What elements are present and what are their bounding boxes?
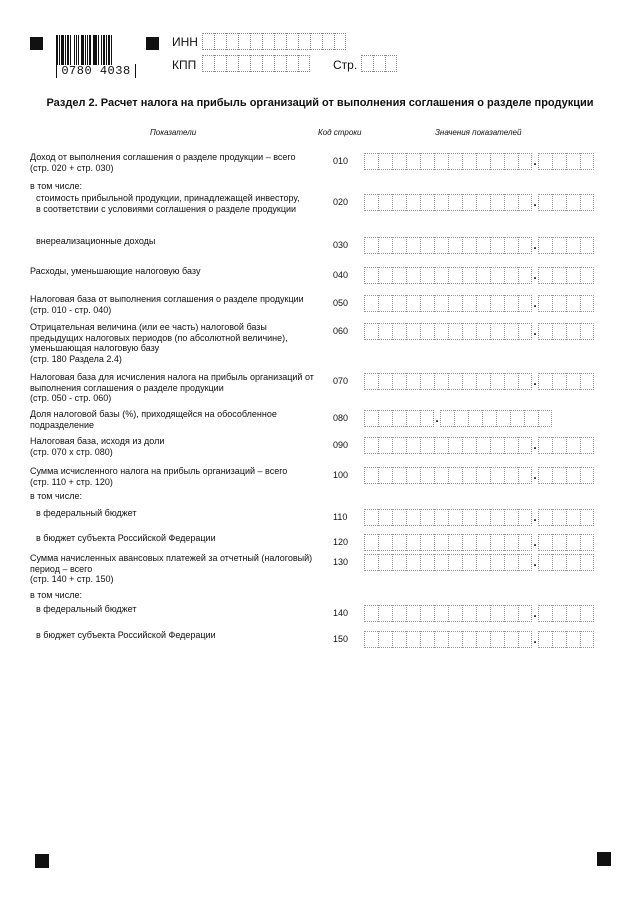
value-field-050[interactable]: . bbox=[364, 295, 594, 312]
value-field-130[interactable]: . bbox=[364, 554, 594, 571]
column-code: Код строки bbox=[318, 128, 362, 137]
row-label: Сумма исчисленного налога на прибыль организаций – всего (стр. 110 + стр. 120) bbox=[30, 466, 288, 487]
registration-marker-top-left bbox=[30, 37, 43, 50]
row-label: в федеральный бюджет bbox=[36, 508, 137, 518]
row-code: 150 bbox=[333, 634, 349, 644]
value-field-150[interactable]: . bbox=[364, 631, 594, 648]
inn-label: ИНН bbox=[172, 35, 198, 49]
row-label: Налоговая база для исчисления налога на прибыль организаций от выполнения соглашения о разделе продукции (стр. 050 - стр. 060) bbox=[30, 372, 314, 403]
row-code: 080 bbox=[333, 413, 349, 423]
value-field-020[interactable]: . bbox=[364, 194, 594, 211]
value-field-040[interactable]: . bbox=[364, 267, 594, 284]
page-label: Стр. bbox=[333, 58, 358, 72]
row-label: Налоговая база от выполнения соглашения о разделе продукции (стр. 010 - стр. 040) bbox=[30, 294, 304, 315]
value-field-140[interactable]: . bbox=[364, 605, 594, 622]
barcode-number: 0780 4038 bbox=[56, 64, 136, 78]
row-label: в том числе: bbox=[30, 181, 82, 191]
row-label: Доход от выполнения соглашения о разделе продукции – всего (стр. 020 + стр. 030) bbox=[30, 152, 296, 173]
row-label: Доля налоговой базы (%), приходящейся на обособленное подразделение bbox=[30, 409, 277, 430]
row-label: в бюджет субъекта Российской Федерации bbox=[36, 533, 216, 543]
column-indicators: Показатели bbox=[150, 128, 197, 137]
value-field-090[interactable]: . bbox=[364, 437, 594, 454]
page-number-field[interactable] bbox=[361, 55, 397, 72]
row-label: Налоговая база, исходя из доли (стр. 070 х стр. 080) bbox=[30, 436, 165, 457]
row-label: Сумма начисленных авансовых платежей за отчетный (налоговый) период – всего (стр. 140 + стр. 150) bbox=[30, 553, 313, 584]
row-label: Отрицательная величина (или ее часть) налоговой базы предыдущих налоговых периодов (по абсолютной величине), уменьшающая налоговую базу (стр. 180 Раздела 2.4) bbox=[30, 322, 288, 364]
registration-marker-bottom-left bbox=[35, 854, 49, 868]
row-label: в федеральный бюджет bbox=[36, 604, 137, 614]
row-code: 110 bbox=[333, 512, 348, 522]
kpp-field[interactable] bbox=[202, 55, 310, 72]
section-title: Раздел 2. Расчет налога на прибыль организаций от выполнения соглашения о разделе продукции bbox=[46, 97, 594, 109]
row-code: 100 bbox=[333, 470, 349, 480]
row-code: 050 bbox=[333, 298, 349, 308]
row-code: 060 bbox=[333, 326, 349, 336]
row-code: 070 bbox=[333, 376, 349, 386]
row-code: 120 bbox=[333, 537, 349, 547]
registration-marker-top-right bbox=[146, 37, 159, 50]
value-field-120[interactable]: . bbox=[364, 534, 594, 551]
row-label: в том числе: bbox=[30, 491, 82, 501]
row-code: 140 bbox=[333, 608, 349, 618]
kpp-label: КПП bbox=[172, 58, 197, 72]
value-field-070[interactable]: . bbox=[364, 373, 594, 390]
value-field-030[interactable]: . bbox=[364, 237, 594, 254]
barcode bbox=[56, 35, 136, 81]
value-field-100[interactable]: . bbox=[364, 467, 594, 484]
column-values: Значения показателей bbox=[435, 128, 522, 137]
row-code: 040 bbox=[333, 270, 349, 280]
inn-field[interactable] bbox=[202, 33, 346, 50]
value-field-080[interactable]: . bbox=[364, 410, 552, 427]
row-label: в бюджет субъекта Российской Федерации bbox=[36, 630, 216, 640]
row-label: в том числе: bbox=[30, 590, 82, 600]
row-label: внереализационные доходы bbox=[36, 236, 156, 246]
row-code: 010 bbox=[333, 156, 349, 166]
value-field-010[interactable]: . bbox=[364, 153, 594, 170]
value-field-060[interactable]: . bbox=[364, 323, 594, 340]
row-code: 090 bbox=[333, 440, 349, 450]
row-code: 020 bbox=[333, 197, 349, 207]
row-code: 130 bbox=[333, 557, 349, 567]
row-label: стоимость прибыльной продукции, принадлежащей инвестору, в соответствии с условиями соглашения о разделе продукции bbox=[36, 193, 300, 214]
row-label: Расходы, уменьшающие налоговую базу bbox=[30, 266, 201, 276]
value-field-110[interactable]: . bbox=[364, 509, 594, 526]
row-code: 030 bbox=[333, 240, 349, 250]
registration-marker-bottom-right bbox=[597, 852, 611, 866]
